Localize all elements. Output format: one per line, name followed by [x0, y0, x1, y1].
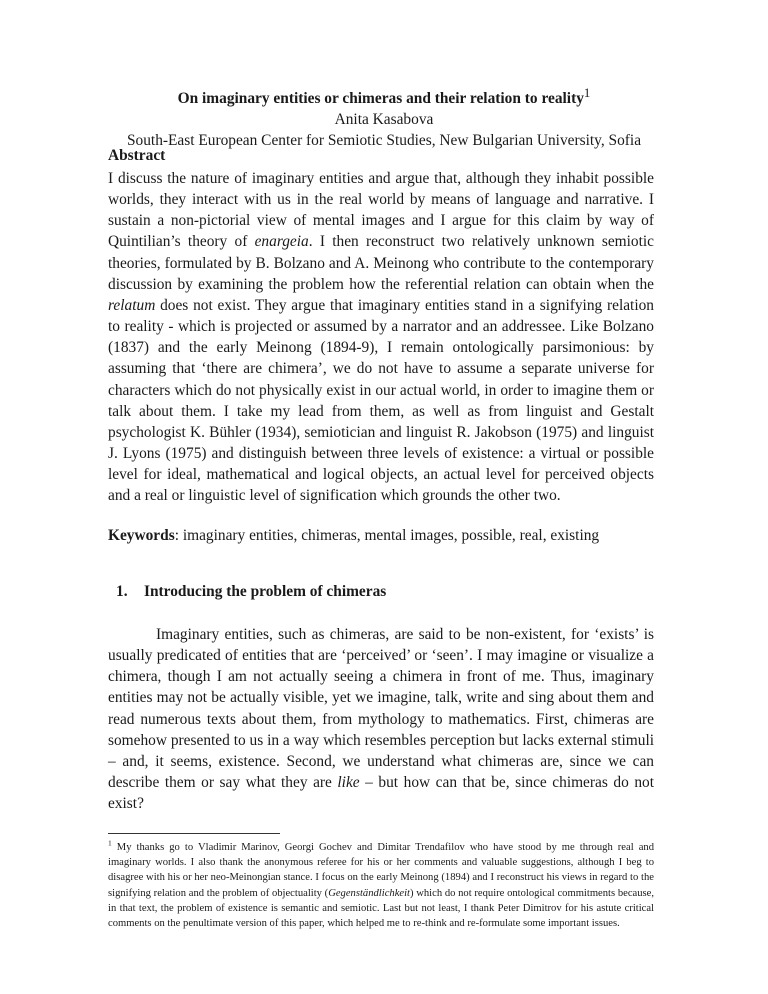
abstract-term-relatum: relatum — [108, 296, 156, 314]
title-block — [60, 83, 708, 151]
footnote — [108, 840, 654, 931]
section-text-1: Imaginary entities, such as chimeras, are said to be non-existent, for ‘exists’ is usually predicated of entities that are ‘perceived’ or ‘seen’. I may imagine or visualize a chimera, though I am not actually seeing a chimera in front of me. Thus, imaginary entities may not be actually visible, yet we imagine, talk, write and sing about them and read numerous texts about them, from mythology to mathematics. First, chimeras are somehow presented to us in a way which resembles perception but lacks external stimuli – and, it seems, existence. Second, we understand what chimeras are, since we can describe them or say what they are — [108, 626, 654, 792]
title-footnote-marker[interactable]: 1 — [583, 86, 591, 100]
title-text: On imaginary entities or chimeras and their relation to reality — [177, 90, 584, 108]
section-number: 1. — [116, 583, 128, 600]
keywords-line — [108, 525, 668, 546]
footnote-marker: 1 — [108, 838, 112, 848]
abstract-text-1: I discuss the nature of imaginary entities and argue that, although they inhabit possible worlds, they interact with us in the real world by means of language and narrative. I sustain a non-pictorial view of mental images and I argue for this claim by way of Quintilian’s theory of — [108, 170, 654, 251]
author-affiliation: South-East European Center for Semiotic Studies, New Bulgarian University, Sofia — [126, 132, 642, 150]
abstract-paragraph — [108, 168, 654, 507]
footnote-term: Gegenständlichkeit — [328, 887, 410, 899]
section-title: Introducing the problem of chimeras — [144, 583, 387, 600]
keywords-label: Keywords — [108, 527, 175, 544]
footnote-text-1: My thanks go to Vladimir Marinov, Georgi Gochev and Dimitar Trendafilov who have stood by me through real and imaginary worlds. I also thank the anonymous referee for his or her comments and valuable suggestions, although I beg to disagree with his or her neo-Meinongian stance. I focus on the early Meinong (1894) and I reconstruct his views in regard to the signifying relation and the problem of objectuality ( — [108, 842, 654, 899]
author-name: Anita Kasabova — [334, 111, 434, 129]
footnote-divider — [108, 833, 280, 834]
section-text-2: – but how can that be, since chimeras do not exist? — [108, 774, 654, 813]
section-heading — [108, 583, 386, 601]
footnote-text-2: ) which do not require ontological commitments because, in that text, the problem of existence is semantic and semiotic. Last but not least, I thank Peter Dimitrov for his astute critical comments on the penultimate version of this paper, which helped me to re-think and re-formulate some important issues. — [108, 887, 655, 930]
paper-title — [60, 83, 708, 109]
keywords-list: : imaginary entities, chimeras, mental images, possible, real, existing — [174, 527, 600, 544]
abstract-heading: Abstract — [108, 147, 166, 164]
abstract-text-2: . I then reconstruct two relatively unknown semiotic theories, formulated by B. Bolzano and A. Meinong who contribute to the contemporary discussion by examining the problem how the referential relation can obtain when the — [108, 233, 654, 293]
section-term-like: like — [337, 774, 360, 792]
abstract-text-3: does not exist. They argue that imaginary entities stand in a signifying relation to reality - which is projected or assumed by a narrator and an addressee. Like Bolzano (1837) and the early Meinong (1894-9), I remain ontologically parsimonious: by assuming that ‘there are chimera’, we do not have to assume a separate universe for characters which do not physically exist in our actual world, in order to imagine them or talk about them. I take my lead from them, as well as from linguist and Gestalt psychologist K. Bühler (1934), semiotician and linguist R. Jakobson (1975) and linguist J. Lyons (1975) and distinguish between three levels of existence: a virtual or possible level for ideal, mathematical and logical objects, an actual level for perceived objects and a real or linguistic level of signification which grounds the other two. — [108, 296, 654, 505]
section-paragraph — [108, 624, 654, 814]
abstract-term-enargeia: enargeia — [254, 233, 309, 251]
